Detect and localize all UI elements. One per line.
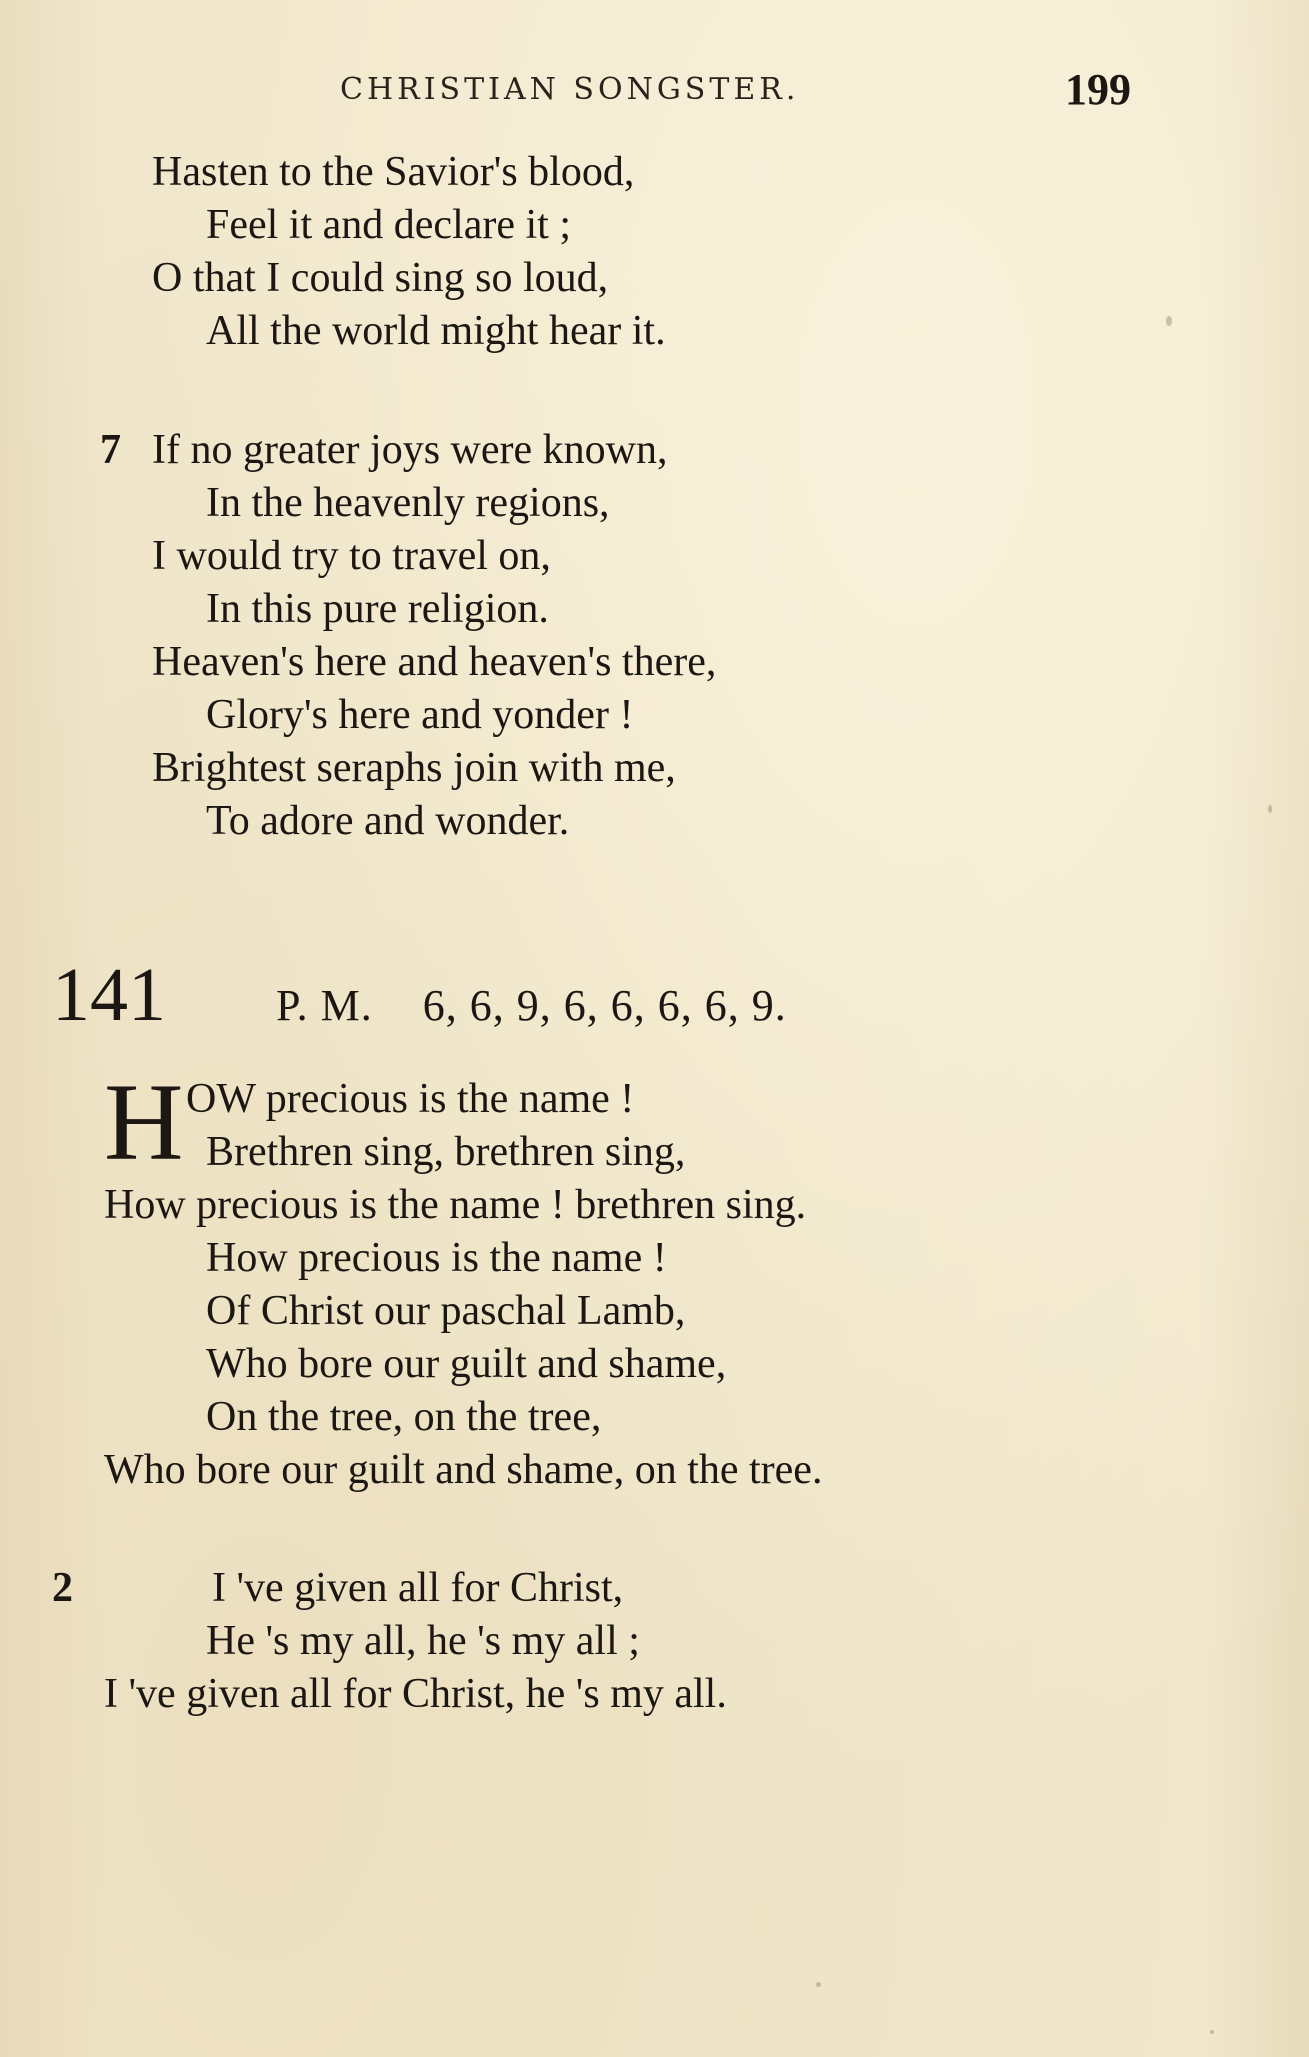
verse-line: All the world might hear it. bbox=[206, 308, 666, 354]
verse-line: Of Christ our paschal Lamb, bbox=[206, 1288, 686, 1334]
paper-speck bbox=[816, 1982, 821, 1987]
verse-line: In the heavenly regions, bbox=[206, 480, 610, 526]
verse-line: I would try to travel on, bbox=[152, 533, 551, 579]
hymn-number: 141 bbox=[52, 953, 166, 1037]
verse-line: If no greater joys were known, bbox=[152, 427, 668, 473]
paper-speck bbox=[1210, 2030, 1214, 2034]
verse-number: 7 bbox=[100, 427, 121, 473]
verse-line: To adore and wonder. bbox=[206, 798, 570, 844]
verse-line: Hasten to the Savior's blood, bbox=[152, 149, 635, 195]
verse-line: He 's my all, he 's my all ; bbox=[206, 1618, 640, 1664]
verse-line: Heaven's here and heaven's there, bbox=[152, 639, 717, 685]
verse-line: Glory's here and yonder ! bbox=[206, 692, 634, 738]
paper-speck bbox=[1166, 316, 1172, 326]
verse-line: O that I could sing so loud, bbox=[152, 255, 609, 301]
verse-line: In this pure religion. bbox=[206, 586, 549, 632]
running-head: CHRISTIAN SONGSTER. bbox=[340, 72, 800, 107]
verse-line: Who bore our guilt and shame, bbox=[206, 1341, 727, 1387]
verse-line: OW precious is the name ! bbox=[186, 1076, 635, 1122]
meter-label: P. M. bbox=[276, 981, 373, 1030]
verse-line: I 've given all for Christ, he 's my all. bbox=[104, 1671, 727, 1717]
verse-line: How precious is the name ! brethren sing. bbox=[104, 1182, 807, 1228]
paper-speck bbox=[1268, 805, 1272, 813]
verse-line: How precious is the name ! bbox=[206, 1235, 667, 1281]
verse-line: On the tree, on the tree, bbox=[206, 1394, 602, 1440]
verse-number: 2 bbox=[52, 1565, 73, 1611]
page-number: 199 bbox=[1065, 65, 1131, 114]
verse-line: Feel it and declare it ; bbox=[206, 202, 572, 248]
verse-line: Brightest seraphs join with me, bbox=[152, 745, 676, 791]
verse-line: Brethren sing, brethren sing, bbox=[206, 1129, 686, 1175]
verse-line: Who bore our guilt and shame, on the tree. bbox=[104, 1447, 823, 1493]
drop-cap: H bbox=[104, 1061, 184, 1183]
verse-line: I 've given all for Christ, bbox=[212, 1565, 624, 1611]
hymn-meter bbox=[276, 980, 787, 1032]
meter-pattern: 6, 6, 9, 6, 6, 6, 6, 9. bbox=[422, 981, 787, 1030]
